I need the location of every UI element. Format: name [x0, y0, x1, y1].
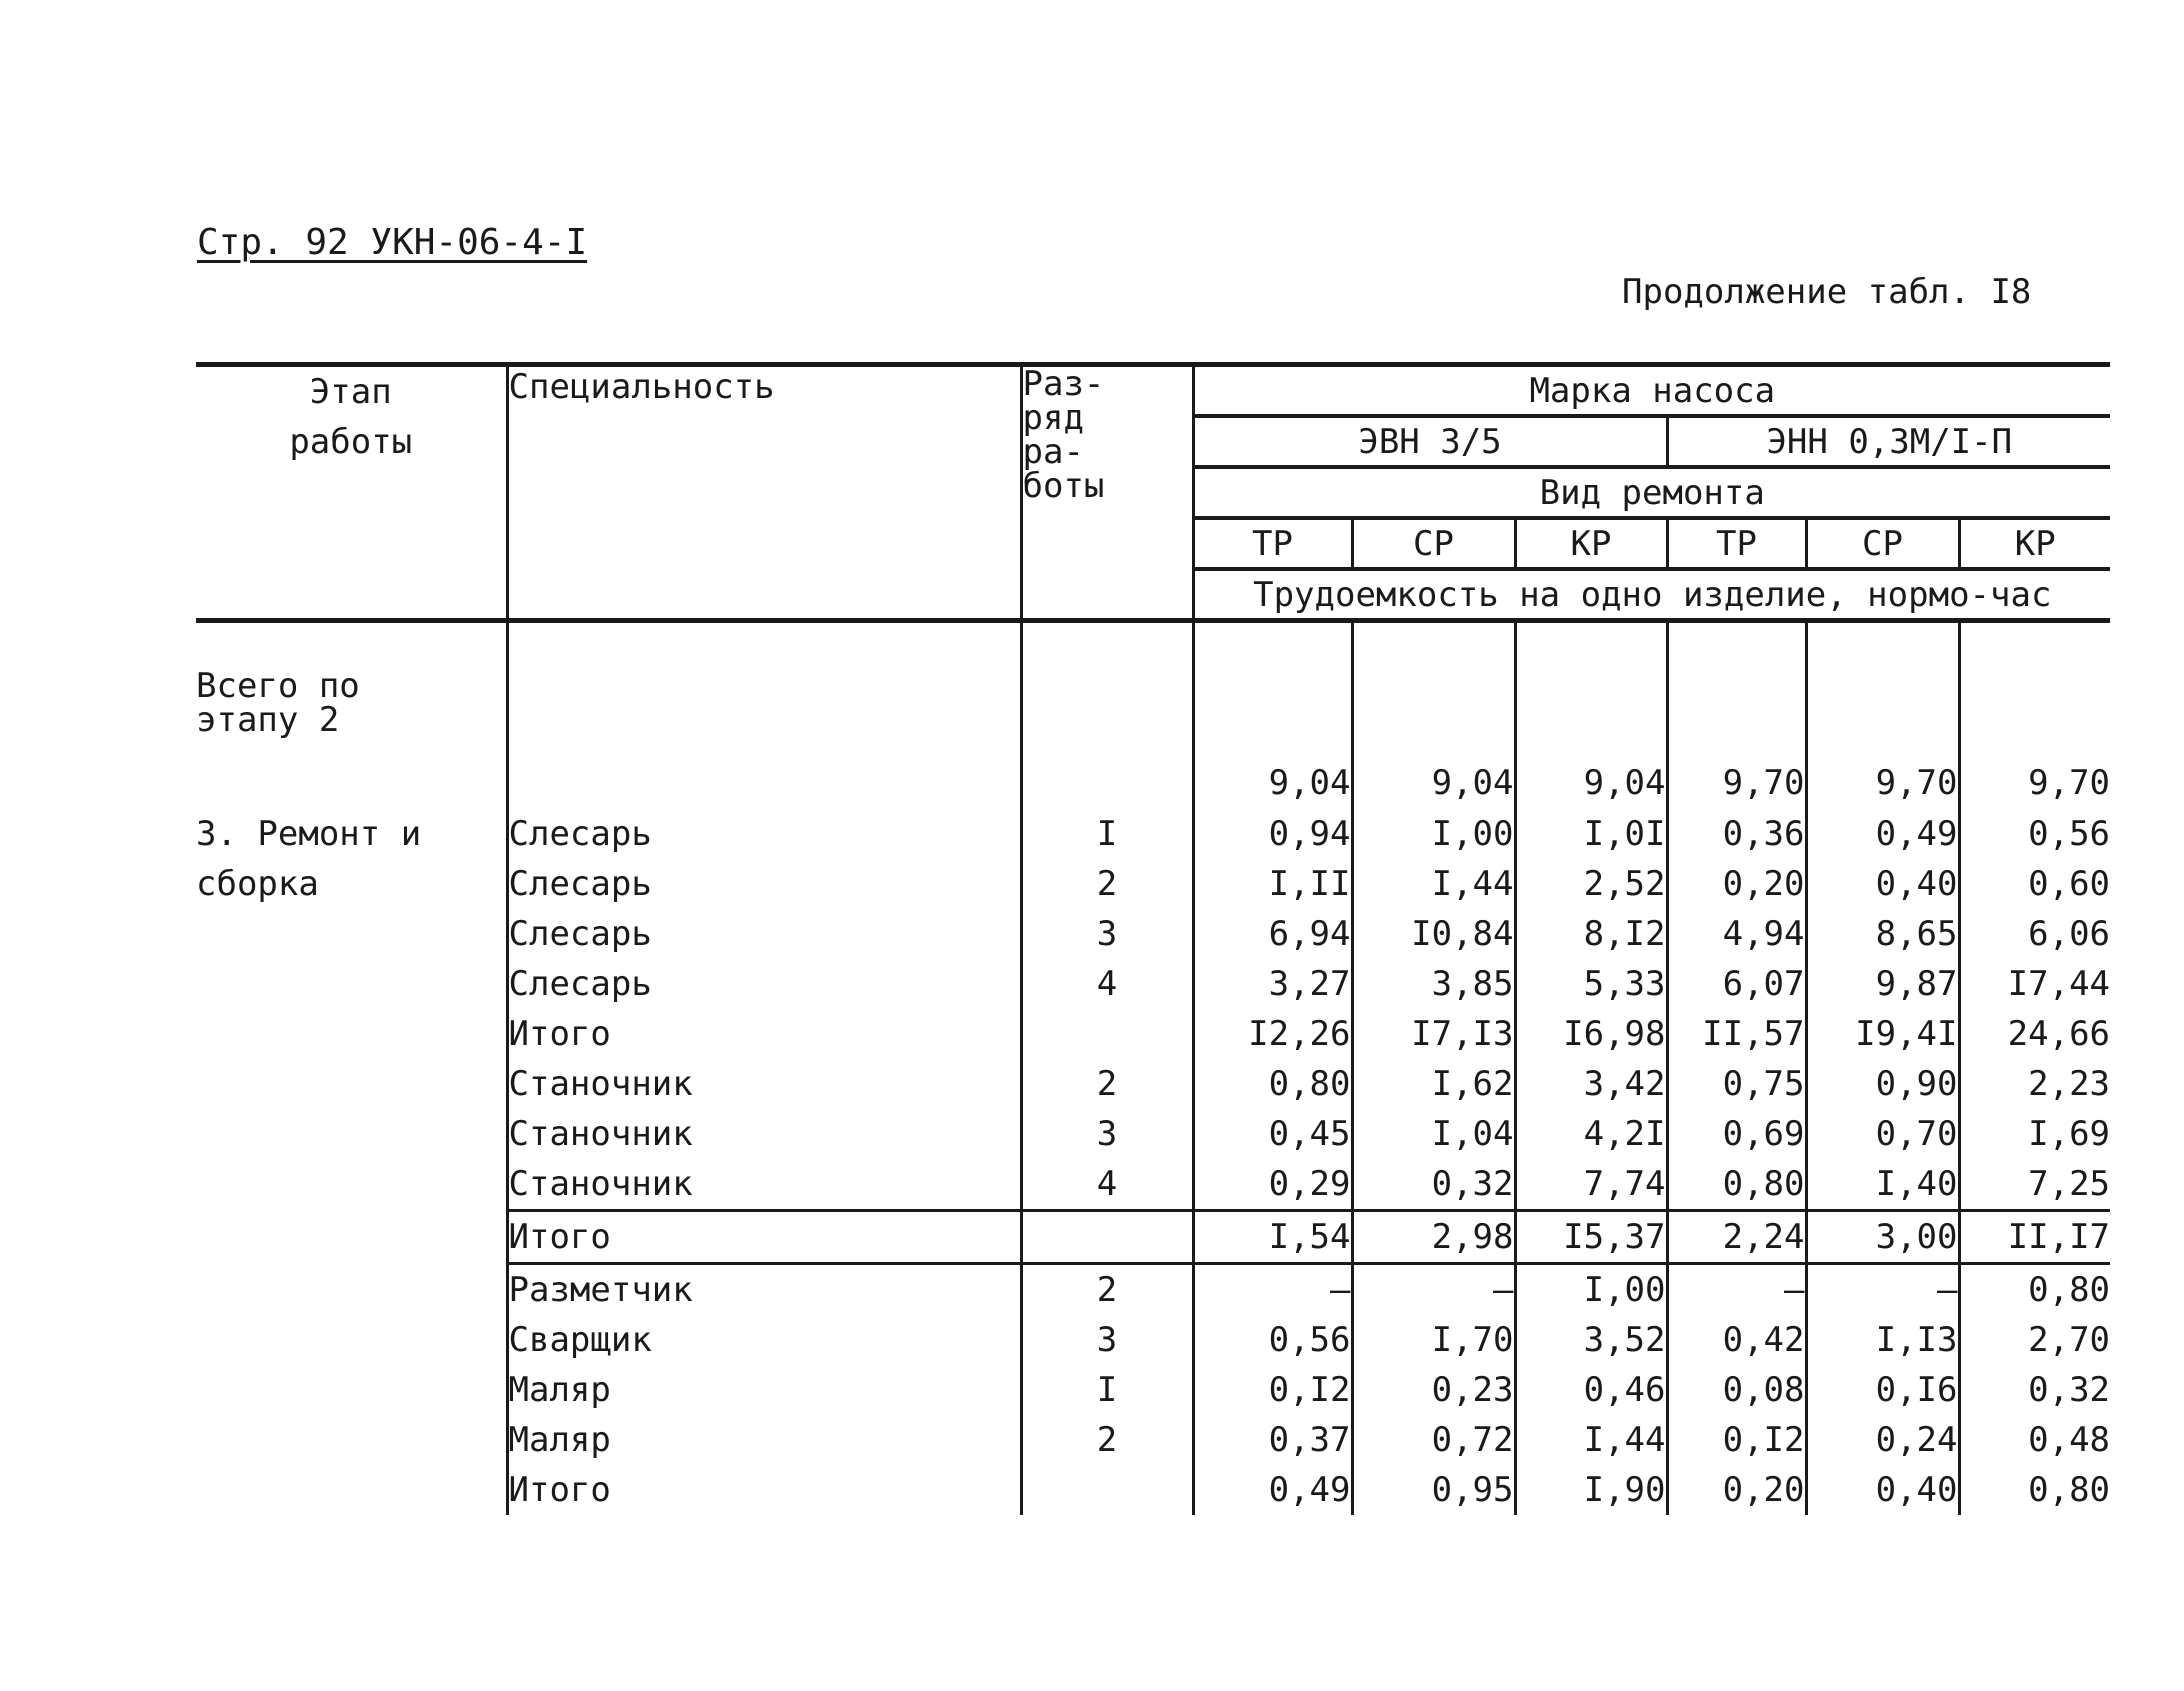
value-cell: I,I3 — [1806, 1315, 1959, 1365]
table-row — [196, 1109, 2110, 1159]
value-cell: 0,36 — [1667, 809, 1806, 859]
value-cell: – — [1193, 1264, 1352, 1316]
value-cell: 7,74 — [1515, 1159, 1667, 1211]
specialty-cell: Слесарь — [507, 809, 1021, 859]
table-row — [196, 959, 2110, 1009]
value-cell: 0,56 — [1959, 809, 2110, 859]
value-cell: 0,80 — [1959, 1465, 2110, 1515]
value-cell: 0,20 — [1667, 859, 1806, 909]
value-cell: I,90 — [1515, 1465, 1667, 1515]
value-cell: 4,94 — [1667, 909, 1806, 959]
value-cell: – — [1806, 1264, 1959, 1316]
stage2-value: 9,04 — [1193, 621, 1352, 810]
value-cell: 9,87 — [1806, 959, 1959, 1009]
stage-cell — [196, 1211, 507, 1264]
stage-cell — [196, 1009, 507, 1059]
specialty-cell: Слесарь — [507, 959, 1021, 1009]
rank-cell: I — [1021, 1365, 1193, 1415]
table-header — [196, 365, 2110, 621]
value-cell: 0,72 — [1352, 1415, 1515, 1465]
value-cell: 0,80 — [1193, 1059, 1352, 1109]
value-cell: I5,37 — [1515, 1211, 1667, 1264]
table-row — [196, 859, 2110, 909]
table-body — [196, 621, 2110, 1516]
specialty-cell: Маляр — [507, 1415, 1021, 1465]
value-cell: 0,80 — [1667, 1159, 1806, 1211]
stage-cell — [196, 1059, 507, 1109]
stage-cell — [196, 959, 507, 1009]
table-row — [196, 1159, 2110, 1211]
repair-type-sr: СР — [1806, 518, 1959, 569]
value-cell: 3,27 — [1193, 959, 1352, 1009]
value-cell: I,40 — [1806, 1159, 1959, 1211]
stage2-value: 9,70 — [1959, 621, 2110, 810]
rank-header-line: Раз- — [1022, 364, 1105, 404]
col-header-rank — [1021, 365, 1193, 621]
value-cell: – — [1667, 1264, 1806, 1316]
value-cell: I7,44 — [1959, 959, 2110, 1009]
pump-enn: ЭНН 0,3М/I-П — [1667, 416, 2110, 467]
value-cell: II,57 — [1667, 1009, 1806, 1059]
table-row — [196, 1264, 2110, 1316]
value-cell: 3,52 — [1515, 1315, 1667, 1365]
value-cell: II,I7 — [1959, 1211, 2110, 1264]
value-cell: 0,49 — [1806, 809, 1959, 859]
value-cell: 2,70 — [1959, 1315, 2110, 1365]
value-cell: 0,32 — [1352, 1159, 1515, 1211]
value-cell: 0,80 — [1959, 1264, 2110, 1316]
stage-cell — [196, 1109, 507, 1159]
rank-cell: 2 — [1021, 1264, 1193, 1316]
col-header-pump-brand: Марка насоса — [1193, 365, 2110, 417]
rank-cell: 2 — [1021, 859, 1193, 909]
value-cell: 0,23 — [1352, 1365, 1515, 1415]
value-cell: I,04 — [1352, 1109, 1515, 1159]
value-cell: – — [1352, 1264, 1515, 1316]
page-reference: Стр. 92 УКН-06-4-I — [197, 222, 588, 263]
stage2-value: 9,04 — [1515, 621, 1667, 810]
value-cell: 0,94 — [1193, 809, 1352, 859]
rank-header-line: боты — [1022, 466, 1105, 506]
value-cell: 0,40 — [1806, 859, 1959, 909]
specialty-cell: Разметчик — [507, 1264, 1021, 1316]
rank-cell — [1021, 1465, 1193, 1515]
value-cell: 2,24 — [1667, 1211, 1806, 1264]
value-cell: 2,23 — [1959, 1059, 2110, 1109]
stage-cell — [196, 909, 507, 959]
stage-cell — [196, 1159, 507, 1211]
table-row — [196, 909, 2110, 959]
stage2-value: 9,70 — [1667, 621, 1806, 810]
value-cell: 0,I6 — [1806, 1365, 1959, 1415]
specialty-cell: Сварщик — [507, 1315, 1021, 1365]
value-cell: 3,00 — [1806, 1211, 1959, 1264]
value-cell: 8,65 — [1806, 909, 1959, 959]
pump-evn: ЭВН 3/5 — [1193, 416, 1667, 467]
value-cell: 3,85 — [1352, 959, 1515, 1009]
col-header-stage — [196, 365, 507, 621]
specialty-cell: Итого — [507, 1211, 1021, 1264]
rank-cell — [1021, 1009, 1193, 1059]
stage2-rank-cell — [1021, 621, 1193, 810]
table-row — [196, 1059, 2110, 1109]
value-cell: 0,45 — [1193, 1109, 1352, 1159]
stage3-label: 3. Ремонт и — [196, 814, 422, 854]
table-continuation-label: Продолжение табл. I8 — [1622, 272, 2032, 312]
value-cell: I6,98 — [1515, 1009, 1667, 1059]
rank-cell: 3 — [1021, 1315, 1193, 1365]
stage-cell — [196, 1365, 507, 1415]
col-header-stage-line1: Этап — [309, 372, 392, 412]
repair-type-kr: КР — [1959, 518, 2110, 569]
value-cell: I2,26 — [1193, 1009, 1352, 1059]
value-cell: I,44 — [1515, 1415, 1667, 1465]
value-cell: 0,48 — [1959, 1415, 2110, 1465]
value-cell: 0,I2 — [1667, 1415, 1806, 1465]
value-cell: 0,20 — [1667, 1465, 1806, 1515]
value-cell: 0,46 — [1515, 1365, 1667, 1415]
stage2-total-row — [196, 621, 2110, 810]
specialty-cell: Слесарь — [507, 909, 1021, 959]
specialty-cell: Станочник — [507, 1059, 1021, 1109]
stage2-label — [196, 621, 507, 810]
table-row — [196, 1315, 2110, 1365]
value-cell: 0,I2 — [1193, 1365, 1352, 1415]
specialty-cell: Маляр — [507, 1365, 1021, 1415]
value-cell: I,69 — [1959, 1109, 2110, 1159]
value-cell: 6,94 — [1193, 909, 1352, 959]
value-cell: I7,I3 — [1352, 1009, 1515, 1059]
value-cell: 8,I2 — [1515, 909, 1667, 959]
stage3-label-cont: сборка — [196, 864, 319, 904]
value-cell: 0,49 — [1193, 1465, 1352, 1515]
stage2-value: 9,70 — [1806, 621, 1959, 810]
value-cell: 4,2I — [1515, 1109, 1667, 1159]
rank-header-line: ряд — [1022, 398, 1084, 438]
value-cell: 6,06 — [1959, 909, 2110, 959]
repair-type-tr: ТР — [1667, 518, 1806, 569]
value-cell: 0,08 — [1667, 1365, 1806, 1415]
value-cell: 0,90 — [1806, 1059, 1959, 1109]
col-header-specialty: Специальность — [507, 365, 1021, 621]
value-cell: 24,66 — [1959, 1009, 2110, 1059]
value-cell: I0,84 — [1352, 909, 1515, 959]
value-cell: 0,29 — [1193, 1159, 1352, 1211]
repair-type-sr: СР — [1352, 518, 1515, 569]
rank-cell: I — [1021, 809, 1193, 859]
subtotal-row — [196, 1009, 2110, 1059]
specialty-cell: Итого — [507, 1465, 1021, 1515]
value-cell: 0,95 — [1352, 1465, 1515, 1515]
value-cell: 0,32 — [1959, 1365, 2110, 1415]
value-cell: 0,60 — [1959, 859, 2110, 909]
rank-cell: 2 — [1021, 1059, 1193, 1109]
value-cell: I,00 — [1515, 1264, 1667, 1316]
value-cell: 5,33 — [1515, 959, 1667, 1009]
value-cell: 2,98 — [1352, 1211, 1515, 1264]
rank-cell: 4 — [1021, 1159, 1193, 1211]
value-cell: 2,52 — [1515, 859, 1667, 909]
value-cell: I,II — [1193, 859, 1352, 909]
value-cell: 0,42 — [1667, 1315, 1806, 1365]
stage-cell — [196, 1264, 507, 1316]
value-cell: 3,42 — [1515, 1059, 1667, 1109]
rank-cell: 4 — [1021, 959, 1193, 1009]
specialty-cell: Станочник — [507, 1109, 1021, 1159]
value-cell: I,54 — [1193, 1211, 1352, 1264]
stage-cell — [196, 1465, 507, 1515]
specialty-cell: Слесарь — [507, 859, 1021, 909]
subtotal-row — [196, 1211, 2110, 1264]
specialty-cell: Итого — [507, 1009, 1021, 1059]
value-cell: I,00 — [1352, 809, 1515, 859]
rank-cell: 3 — [1021, 909, 1193, 959]
col-header-stage-line2: работы — [289, 422, 413, 462]
value-cell: I,44 — [1352, 859, 1515, 909]
value-cell: 0,75 — [1667, 1059, 1806, 1109]
col-header-repair-kind: Вид ремонта — [1193, 467, 2110, 518]
value-cell: I,62 — [1352, 1059, 1515, 1109]
value-cell: I,70 — [1352, 1315, 1515, 1365]
repair-type-kr: КР — [1515, 518, 1667, 569]
value-cell: I,0I — [1515, 809, 1667, 859]
rank-header-line: ра- — [1022, 432, 1084, 472]
value-cell: 0,40 — [1806, 1465, 1959, 1515]
table-row — [196, 1415, 2110, 1465]
labor-table-container — [196, 362, 2111, 1510]
value-cell: I9,4I — [1806, 1009, 1959, 1059]
repair-type-tr: ТР — [1193, 518, 1352, 569]
rank-cell: 3 — [1021, 1109, 1193, 1159]
value-cell: 0,56 — [1193, 1315, 1352, 1365]
stage2-value: 9,04 — [1352, 621, 1515, 810]
value-cell: 0,37 — [1193, 1415, 1352, 1465]
col-header-unit: Трудоемкость на одно изделие, нормо-час — [1193, 569, 2110, 621]
value-cell: 0,69 — [1667, 1109, 1806, 1159]
value-cell: 0,24 — [1806, 1415, 1959, 1465]
specialty-cell: Станочник — [507, 1159, 1021, 1211]
stage-cell — [196, 1415, 507, 1465]
value-cell: 6,07 — [1667, 959, 1806, 1009]
labor-intensity-table — [196, 362, 2110, 1515]
rank-cell — [1021, 1211, 1193, 1264]
subtotal-row — [196, 1465, 2110, 1515]
table-row — [196, 1365, 2110, 1415]
value-cell: 0,70 — [1806, 1109, 1959, 1159]
rank-cell: 2 — [1021, 1415, 1193, 1465]
stage2-specialty-cell — [507, 621, 1021, 810]
table-row — [196, 809, 2110, 859]
stage-cell — [196, 1315, 507, 1365]
stage2-label-line2: этапу 2 — [196, 700, 340, 740]
value-cell: 7,25 — [1959, 1159, 2110, 1211]
stage2-label-line1: Всего по — [196, 666, 360, 706]
